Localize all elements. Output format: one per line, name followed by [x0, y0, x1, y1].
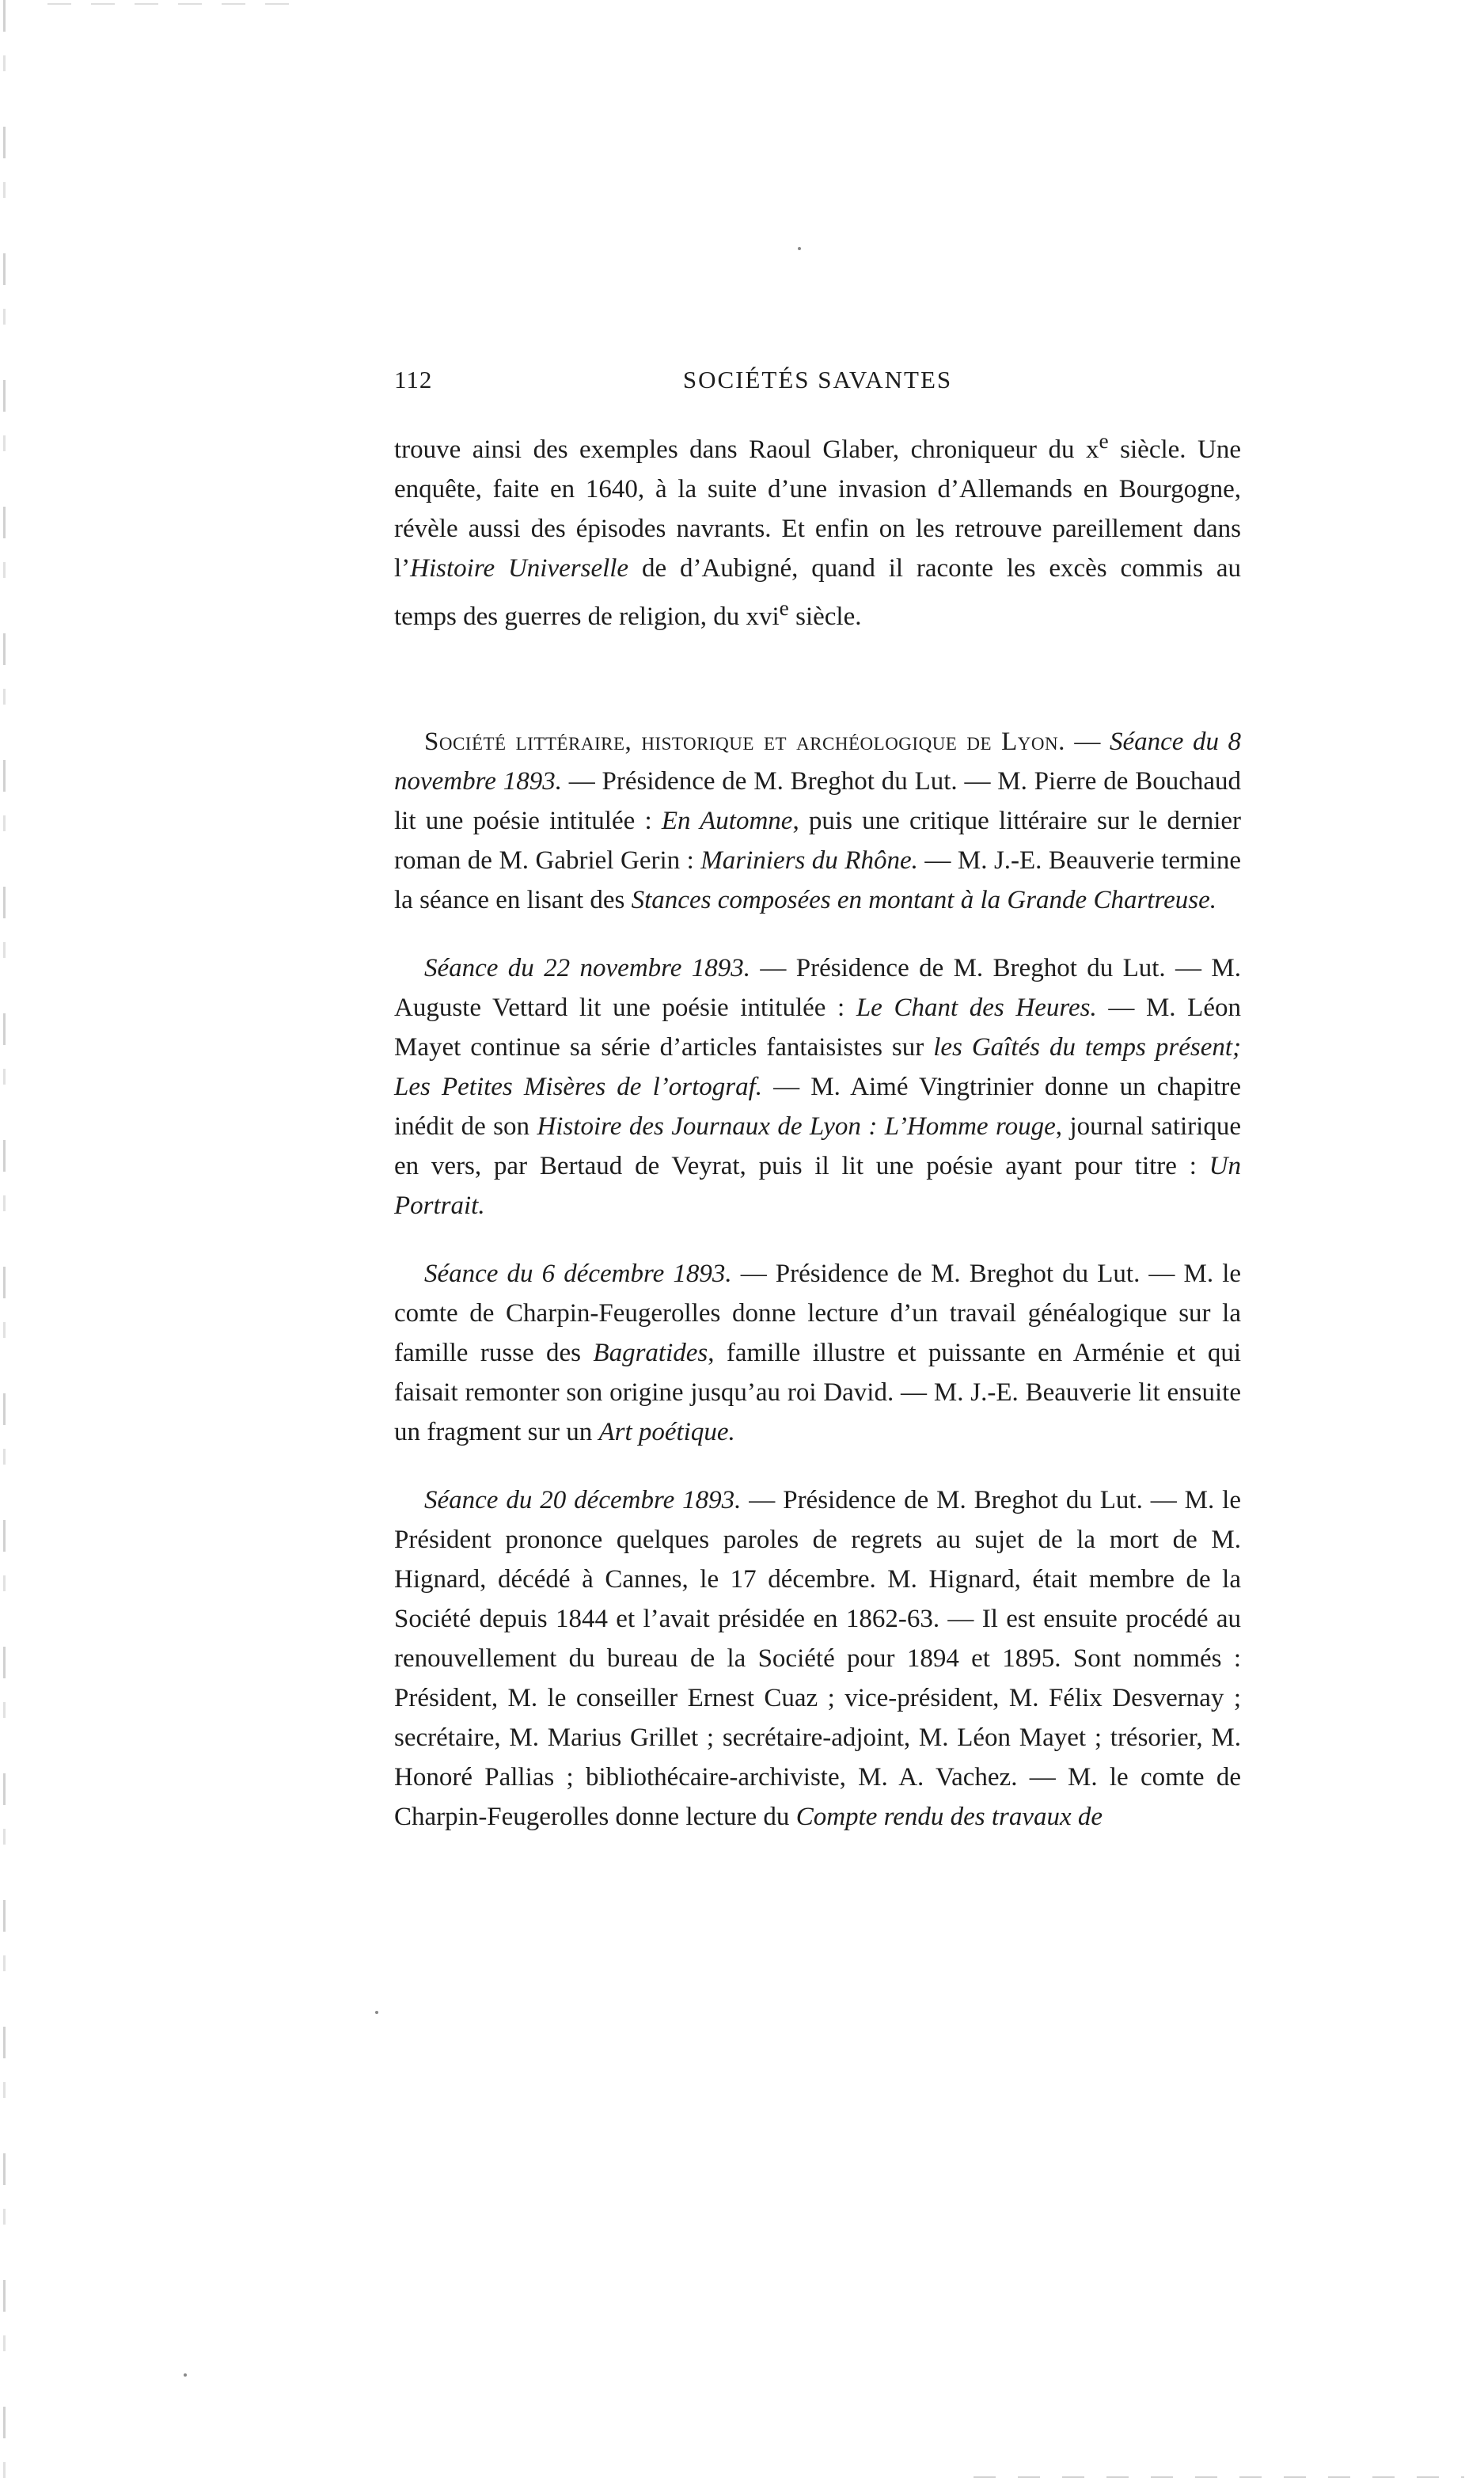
scan-edge-top	[47, 3, 301, 5]
running-title: SOCIÉTÉS SAVANTES	[682, 366, 953, 393]
paragraph-intro	[394, 421, 1241, 636]
text-run: siècle. Une enquête, faite en 1640, à la suite d’une invasion d’Allemands en Bourgogne, révèle aussi des épisodes navrants. Et enfin on les retrouve pareillement dans l’	[394, 435, 1241, 583]
work-title: Un Portrait.	[394, 1152, 1241, 1220]
society-name: Société littéraire, historique et archéologique de Lyon.	[424, 728, 1065, 756]
work-title: Bagratides	[593, 1339, 708, 1367]
seance-date: Séance du 20 décembre 1893.	[424, 1486, 742, 1514]
work-title: Histoire des Journaux de Lyon : L’Homme rouge	[537, 1112, 1056, 1141]
text-run: — Présidence de M. Breghot du Lut. — M. le Président prononce quelques paroles de regrets au sujet de la mort de M. Hignard, décédé à Cannes, le 17 décembre. M. Hignard, était membre de la Société depuis 1844 et l’avait présidée en 1862-63. — Il est ensuite procédé au renouvellement du bureau de la Société pour 1894 et 1895. Sont nommés : Président, M. le conseiller Ernest Cuaz ; vice-président, M. Félix Desvernay ; secrétaire, M. Marius Grillet ; secrétaire-adjoint, M. Léon Mayet ; trésorier, M. Honoré Pallias ; bibliothécaire-archiviste, M. A. Vachez. — M. le comte de Charpin-Feugerolles donne lecture du	[394, 1486, 1241, 1831]
book-title: Histoire Universelle	[410, 554, 629, 583]
text-run: , famille illustre et puissante en Arménie et qui faisait remonter son origine jusqu’au roi David. — M. J.-E. Beauverie lit ensuite un fragment sur un	[394, 1339, 1241, 1446]
seance-6-decembre	[394, 1254, 1241, 1452]
scan-speck	[375, 2011, 378, 2014]
text-run: , journal satirique en vers, par Bertaud de Veyrat, puis il lit une poésie ayant pour titre :	[394, 1112, 1241, 1180]
work-title: Art poétique.	[598, 1418, 735, 1446]
work-title: Mariniers du Rhône.	[700, 846, 918, 875]
work-title: Compte rendu des travaux de	[795, 1803, 1103, 1831]
page-number: 112	[394, 366, 433, 393]
seance-date: Séance du 6 décembre 1893.	[424, 1260, 732, 1288]
seance-date: Séance du 8 novembre 1893.	[394, 728, 1241, 796]
seance-22-novembre	[394, 948, 1241, 1226]
scan-edge-bottom	[974, 2476, 1464, 2478]
body-text	[394, 421, 1241, 1837]
scan-speck	[184, 2373, 187, 2377]
text-run: siècle.	[788, 602, 862, 631]
text-run: —	[1065, 728, 1110, 756]
text-run: trouve ainsi des exemples dans Raoul Glaber, chroniqueur du x	[394, 435, 1099, 464]
text-run: — M. Léon Mayet continue sa série d’articles fantaisistes sur	[394, 994, 1241, 1062]
scan-edge-left	[3, 0, 6, 2489]
work-title: Stances composées en montant à la Grande Chartreuse.	[631, 886, 1216, 914]
work-title: En Automne	[661, 807, 793, 835]
superscript: e	[1099, 428, 1109, 453]
text-run: — Présidence de M. Breghot du Lut. — M. Pierre de Bouchaud lit une poésie intitulée :	[394, 767, 1241, 835]
text-run: — Présidence de M. Breghot du Lut. — M. le comte de Charpin-Feugerolles donne lecture d’un travail généalogique sur la famille russe des	[394, 1260, 1242, 1367]
work-title: les Gaîtés du temps présent; Les Petites Misères de l’ortograf.	[394, 1033, 1241, 1101]
seance-date: Séance du 22 novembre 1893.	[424, 954, 751, 982]
text-run: — M. Aimé Vingtrinier donne un chapitre inédit de son	[394, 1073, 1241, 1141]
text-run: — M. J.-E. Beauverie termine la séance en lisant des	[394, 846, 1241, 914]
scan-speck	[798, 247, 801, 250]
text-run: de d’Aubigné, quand il raconte les excès commis au temps des guerres de religion, du xvi	[394, 554, 1241, 631]
section-lyon	[394, 722, 1241, 920]
work-title: Le Chant des Heures.	[856, 994, 1097, 1022]
seance-20-decembre	[394, 1480, 1241, 1837]
running-head	[394, 366, 1241, 405]
superscript: e	[779, 595, 789, 620]
text-run: — Présidence de M. Breghot du Lut. — M. Auguste Vettard lit une poésie intitulée :	[394, 954, 1241, 1022]
text-run: , puis une critique littéraire sur le dernier roman de M. Gabriel Gerin :	[394, 807, 1241, 875]
